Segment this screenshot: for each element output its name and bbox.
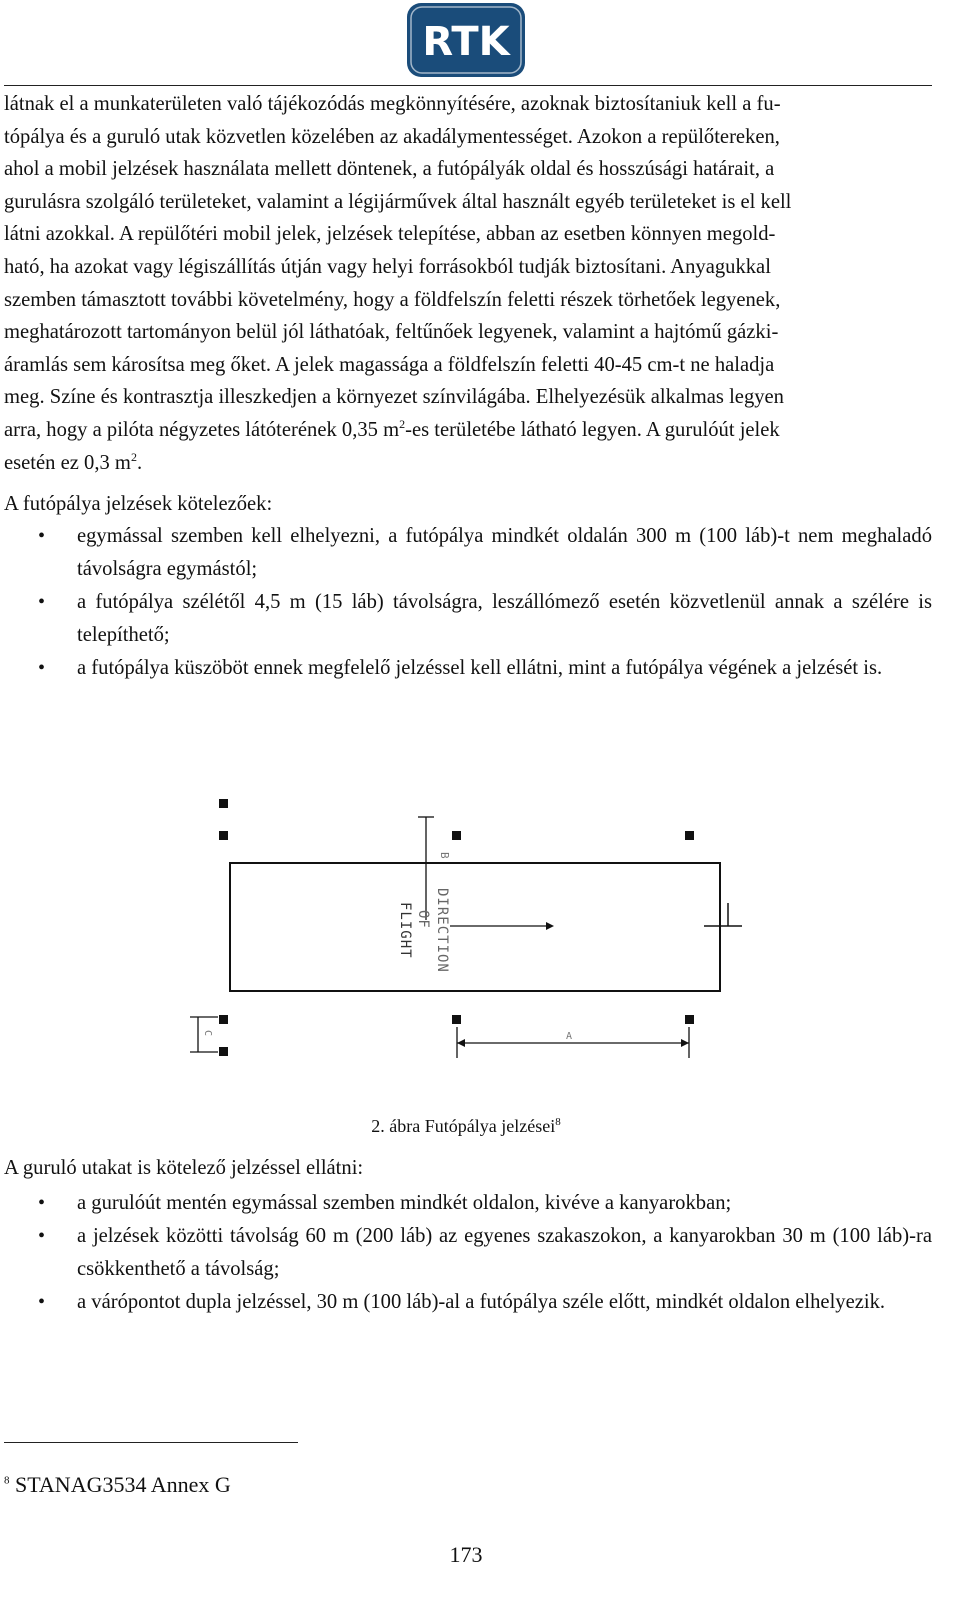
intro-paragraph	[4, 88, 932, 479]
para-line: meg. Színe és kontrasztja illeszkedjen a környezet színvilágába. Elhelyezésük alkalmas legyen	[4, 386, 784, 409]
para-line: gurulásra szolgáló területeket, valamint a légijárművek által használt egyéb területeket is el kell	[4, 190, 792, 213]
runway-markers-list	[0, 520, 932, 685]
marker	[685, 831, 694, 840]
label-b: B	[438, 852, 451, 859]
marker	[685, 1015, 694, 1024]
runway-outline	[230, 863, 720, 991]
list-item: • a futópálya küszöböt ennek megfelelő jelzéssel kell ellátni, mint a futópálya végének a jelzését is.	[38, 657, 883, 679]
figure-caption: 2. ábra Futópálya jelzései$^8$	[371, 1116, 561, 1136]
marker	[452, 831, 461, 840]
of-text: OF	[415, 910, 431, 929]
para-line: áramlás sem károsítsa meg őket. A jelek magassága a földfelszín feletti 40-45 cm-t ne haladja	[4, 353, 775, 376]
para-line: tópálya és a guruló utak közvetlen közelében az akadálymentességet. Azokon a repülőtereken,	[4, 125, 780, 148]
runway-markers-heading: A futópálya jelzések kötelezőek:	[4, 493, 273, 515]
logo-text: RTK	[422, 19, 510, 65]
taxiway-markers-heading: A guruló utakat is kötelező jelzéssel ellátni:	[4, 1157, 364, 1179]
list-item: • a futópálya szélétől 4,5 m (15 láb) távolságra, leszállómező esetén közvetlenül annak a szélére is telepíthető;	[38, 591, 932, 646]
marker	[452, 1015, 461, 1024]
para-line: látni azokkal. A repülőtéri mobil jelek, jelzések telepítése, abban az esetben könnyen megold-	[4, 223, 776, 246]
marker	[219, 799, 228, 808]
list-item: • a jelzések közötti távolság 60 m (200 láb) az egyenes szakaszokon, a kanyarokban 30 m (100 láb)-ra csökkenthető a távolság;	[38, 1225, 932, 1280]
para-line: látnak el a munkaterületen való tájékozódás megkönnyítésére, azoknak biztosítaniuk kell a fu-	[4, 93, 781, 115]
rtk-logo	[406, 2, 526, 78]
direction-text: DIRECTION	[434, 888, 450, 973]
footnote: $^8$ STANAG3534 Annex G	[4, 1472, 231, 1497]
marker	[219, 831, 228, 840]
taxiway-markers-list	[0, 1187, 932, 1319]
para-line: ható, ha azokat vagy légiszállítás útján vagy helyi forrásokból tudják biztosítani. Anyagukkal	[4, 255, 771, 278]
list-item: • a várópontot dupla jelzéssel, 30 m (100 láb)-al a futópálya széle előtt, mindkét oldalon elhelyezik.	[38, 1291, 886, 1313]
para-line: esetén ez 0,3 $m^2$.	[4, 449, 143, 474]
para-line: ahol a mobil jelzések használata mellett döntenek, a futópályák oldal és hosszúsági határait, a	[4, 158, 775, 181]
flight-text: FLIGHT	[397, 902, 413, 959]
label-a: A	[565, 1031, 573, 1042]
para-line: meghatározott tartományon belül jól láthatóak, feltűnőek legyenek, valamint a hajtómű gázki-	[4, 321, 779, 344]
footnote-rule	[4, 1442, 298, 1443]
para-line: arra, hogy a pilóta négyzetes látóterének 0,35 $m^2-es$ területébe látható legyen. A gurulóút jelek	[4, 417, 780, 441]
para-line: szemben támasztott további követelmény, hogy a földfelszín feletti részek törhetőek legyenek,	[4, 288, 781, 311]
marker	[219, 1015, 228, 1024]
header-rule	[4, 85, 932, 86]
runway-marker-diagram	[180, 790, 760, 1070]
marker	[219, 1047, 228, 1056]
label-c: C	[202, 1030, 213, 1037]
list-item: • a gurulóút mentén egymással szemben mindkét oldalon, kivéve a kanyarokban;	[38, 1192, 732, 1214]
list-item: • egymással szemben kell elhelyezni, a futópálya mindkét oldalán 300 m (100 láb)-t nem meghaladó távolságra egymástól;	[38, 525, 932, 580]
page-number: 173	[449, 1542, 483, 1567]
